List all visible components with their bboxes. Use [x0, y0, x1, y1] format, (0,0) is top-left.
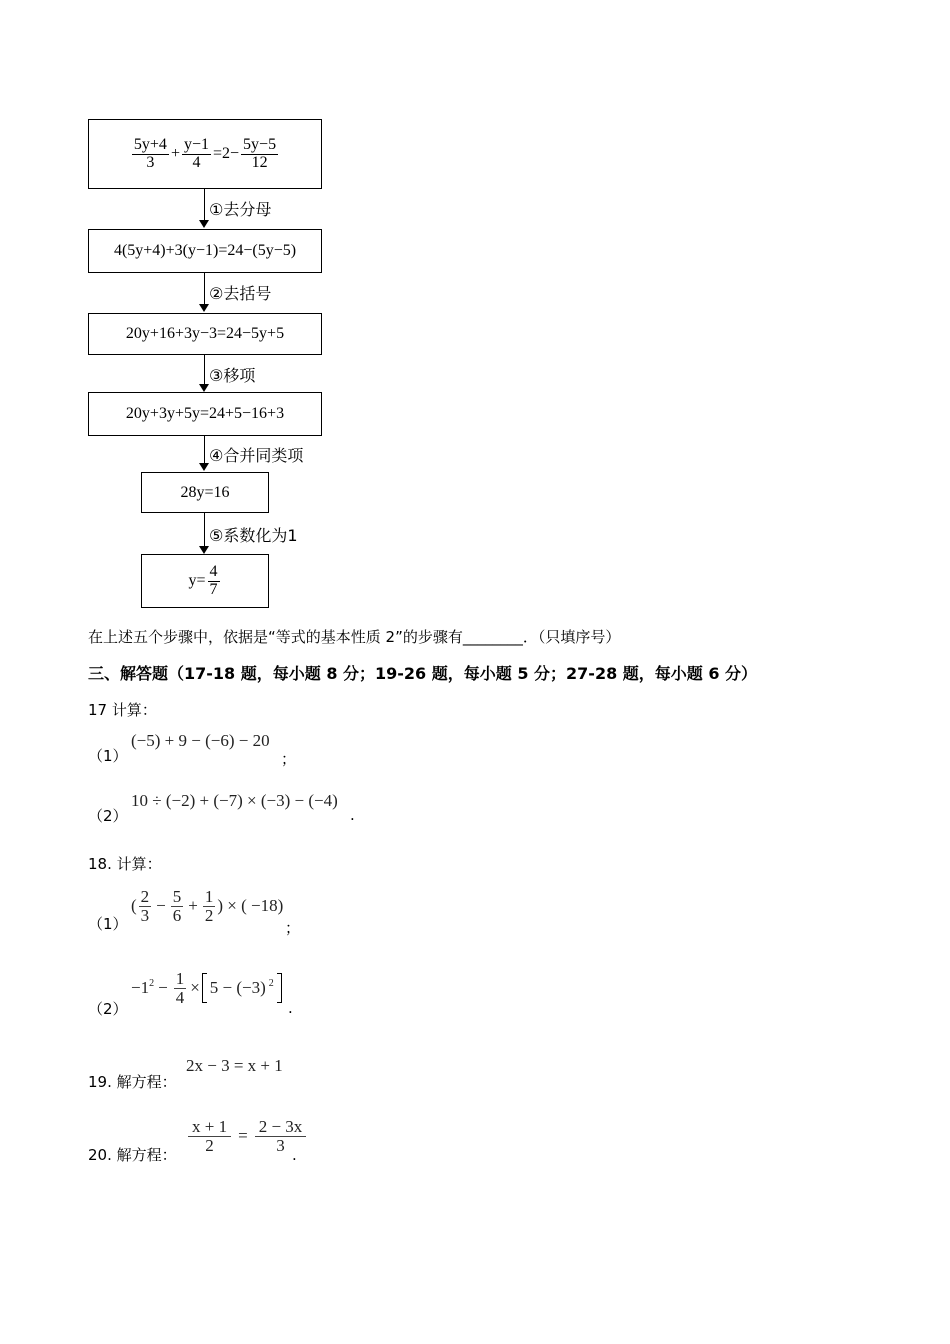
q17-p1-end: ； [281, 750, 297, 768]
frac-5-6: $\frac{5}{6}$ [172, 887, 182, 925]
question-16-tail: 在上述五个步骤中，依据是“等式的基本性质 2”的步骤有________．（只填序号） [88, 628, 621, 646]
flow-arrow-2 [204, 273, 205, 305]
q18-p1-expr: ( $\frac{2}{3}$ − $\frac{5}{6}$ + $\frac{1}{2}$ ) × ( −18) [131, 887, 284, 925]
step-label-3: ③移项 [209, 366, 256, 385]
q17-p1-label: （1） [88, 747, 128, 765]
arrowhead-2 [199, 304, 209, 312]
q18-p2-label: （2） [88, 1000, 128, 1018]
q18-p1-label: （1） [88, 915, 128, 933]
q17-p2-label: （2） [88, 807, 128, 825]
frac-left: $\frac{x + 1}{2}$ [188, 1118, 231, 1155]
q18-p1-end: ； [285, 919, 301, 937]
flow-box-3: 20y+16+3y−3=24−5y+5 [88, 313, 322, 355]
step-label-1: ①去分母 [209, 200, 272, 219]
step-label-2: ②去括号 [209, 284, 272, 303]
section-3-title: 三、解答题（17-18 题，每小题 8 分；19-26 题，每小题 5 分；27-28 题，每小题 6 分） [88, 664, 758, 683]
q19-expr: 2x − 3 = x + 1 [186, 1056, 283, 1075]
arrowhead-4 [199, 463, 209, 471]
q18-p2-end: . [288, 999, 293, 1017]
frac-c: $\frac{5y-5}{12}$ [243, 135, 277, 171]
frac-y: $\frac{4}{7}$ [209, 562, 218, 598]
flow-box-2: 4(5y+4)+3(y−1)=24−(5y−5) [88, 229, 322, 273]
flow-box-6: y= $\frac{4}{7}$ [141, 554, 269, 608]
step-label-5: ⑤系数化为1 [209, 526, 298, 545]
q17-p2-end: . [350, 806, 355, 824]
flow-box-5: 28y=16 [141, 472, 269, 513]
frac-b: $\frac{y-1}{4}$ [183, 135, 209, 171]
q18-p2-expr: −1 $^2$ − $\frac{1}{4}$ × 5 − (−3) $^2$ [131, 970, 282, 1007]
flow-arrow-1 [204, 189, 205, 221]
arrowhead-3 [199, 384, 209, 392]
q20-head: 20. 解方程： [88, 1146, 177, 1164]
flow-arrow-4 [204, 436, 205, 464]
q18-head: 18. 计算： [88, 855, 162, 873]
left-bracket [202, 973, 207, 1003]
step-label-4: ④合并同类项 [209, 446, 304, 465]
frac-2-3: $\frac{2}{3}$ [140, 887, 150, 925]
flow-box-4: 20y+3y+5y=24+5−16+3 [88, 392, 322, 436]
flow-arrow-5 [204, 513, 205, 547]
frac-a: $\frac{5y+4}{3}$ [133, 135, 167, 171]
q17-p2-expr: 10 ÷ (−2) + (−7) × (−3) − (−4) [131, 791, 338, 810]
q20-end: . [292, 1146, 297, 1164]
flow-arrow-3 [204, 355, 205, 385]
q20-expr: $\frac{x + 1}{2}$ = $\frac{2 - 3x}{3}$ [186, 1118, 308, 1155]
frac-1-2: $\frac{1}{2}$ [204, 887, 214, 925]
frac-right: $\frac{2 - 3x}{3}$ [255, 1118, 307, 1155]
q19-head: 19. 解方程： [88, 1073, 177, 1091]
q17-p1-expr: (−5) + 9 − (−6) − 20 [131, 731, 270, 750]
q17-head: 17 计算： [88, 701, 157, 719]
right-bracket [277, 973, 282, 1003]
arrowhead-1 [199, 220, 209, 228]
frac-1-4: $\frac{1}{4}$ [175, 969, 185, 1007]
flow-box-1: $\frac{5y+4}{3}$ + $\frac{y-1}{4}$ =2− $\frac{5y-5}{12}$ [88, 119, 322, 189]
arrowhead-5 [199, 546, 209, 554]
